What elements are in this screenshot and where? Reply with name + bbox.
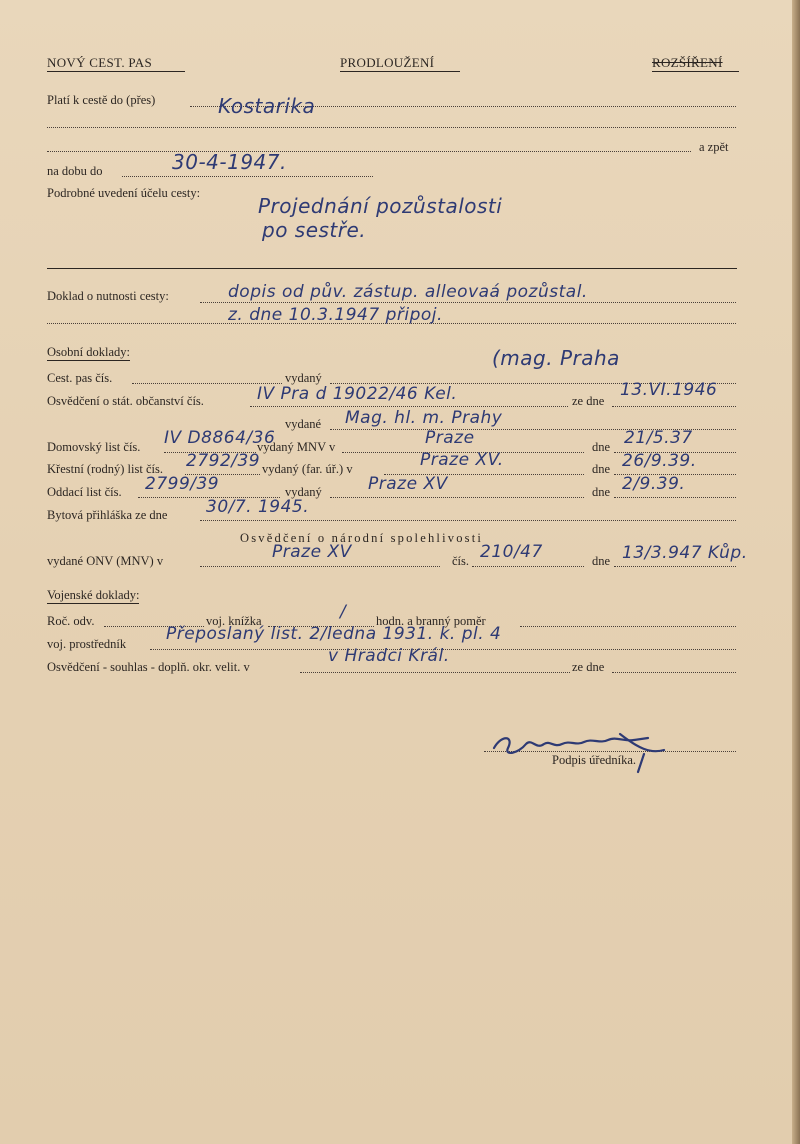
label-krestni: Křestní (rodný) list čís. xyxy=(47,462,163,476)
label-vydany-far: vydaný (far. úř.) v xyxy=(262,462,353,476)
hw-voj-prostrednik: Přeposlaný list. 2/ledna 1931. k. pl. 4 xyxy=(166,624,502,644)
dotted-line xyxy=(47,151,691,152)
hw-krestni-place: Praze XV. xyxy=(420,450,504,470)
label-dne: dne xyxy=(592,462,611,476)
hw-bytova-date: 30/7. 1945. xyxy=(206,497,310,517)
hw-obc-date: 13.VI.1946 xyxy=(620,380,718,400)
hw-purpose-line2: po sestře. xyxy=(262,218,367,242)
label-a-zpet: a zpět xyxy=(699,140,729,154)
hw-domovsky-date: 21/5.37 xyxy=(624,428,693,448)
label-cis: čís. xyxy=(452,554,470,568)
label-osvedceni-narodni: Osvědčení o národní spolehlivosti xyxy=(240,531,484,545)
dotted-line xyxy=(330,497,584,498)
label-vydane: vydané xyxy=(285,417,322,431)
hw-voj-prostrednik-2: v Hradci Král. xyxy=(328,646,450,666)
hw-knizka-dash: / xyxy=(340,602,347,622)
label-podpis: Podpis úředníka. xyxy=(552,753,637,767)
hw-purpose-line1: Projednání pozůstalosti xyxy=(258,194,503,218)
dotted-line xyxy=(250,406,568,407)
hw-oddaci-place: Praze XV xyxy=(368,474,448,494)
label-ze-dne: ze dne xyxy=(572,660,605,674)
label-ze-dne: ze dne xyxy=(572,394,605,408)
hw-pas-issuer: (mag. Praha xyxy=(492,346,620,370)
dotted-line xyxy=(300,672,570,673)
label-voj-prostrednik: voj. prostředník xyxy=(47,637,127,651)
dotted-line xyxy=(200,302,736,303)
label-vydane-onv: vydané ONV (MNV) v xyxy=(47,554,164,568)
label-vydany: vydaný xyxy=(285,371,322,385)
dotted-line xyxy=(200,566,440,567)
hw-krestni-date: 26/9.39. xyxy=(622,451,697,471)
label-ucel: Podrobné uvedení účelu cesty: xyxy=(47,186,201,200)
dotted-line xyxy=(472,566,584,567)
label-na-dobu: na dobu do xyxy=(47,164,103,178)
hw-krestni-no: 2792/39 xyxy=(186,451,261,471)
label-osvedceni-souhlas: Osvědčení - souhlas - doplň. okr. velit. v xyxy=(47,660,250,674)
dotted-line xyxy=(614,497,736,498)
label-oddaci: Oddací list čís. xyxy=(47,485,122,499)
hw-oddaci-no: 2799/39 xyxy=(145,474,220,494)
hw-domovsky-no: IV D8864/36 xyxy=(164,428,276,448)
hw-doklad-line2: z. dne 10.3.1947 připoj. xyxy=(228,305,443,325)
header-rozsireni: ROZŠÍŘENÍ xyxy=(652,56,739,72)
label-doklad: Doklad o nutnosti cesty: xyxy=(47,289,169,303)
dotted-line xyxy=(520,626,736,627)
hw-obc-number: IV Pra d 19022/46 Kel. xyxy=(257,384,458,404)
dotted-line xyxy=(200,520,736,521)
dotted-line xyxy=(614,566,736,567)
section-rule xyxy=(47,268,737,269)
dotted-line xyxy=(612,672,736,673)
label-vydany: vydaný xyxy=(285,485,322,499)
page-binding-edge xyxy=(792,0,800,1144)
hw-date-until: 30-4-1947. xyxy=(172,150,287,174)
label-roc-odv: Roč. odv. xyxy=(47,614,95,628)
label-plati: Platí k cestě do (přes) xyxy=(47,93,156,107)
hw-domovsky-place: Praze xyxy=(425,428,475,448)
hw-oddaci-date: 2/9.39. xyxy=(622,474,686,494)
hw-obc-vydane: Mag. hl. m. Prahy xyxy=(345,408,503,428)
header-novy-pas: NOVÝ CEST. PAS xyxy=(47,56,185,72)
label-vydany-mnv: vydaný MNV v xyxy=(257,440,336,454)
dotted-line xyxy=(47,127,736,128)
label-osvedceni-obcanstvi: Osvědčení o stát. občanství čís. xyxy=(47,394,204,408)
label-cest-pas: Cest. pas čís. xyxy=(47,371,113,385)
section-osobni-doklady: Osobní doklady: xyxy=(47,345,130,359)
section-vojenske-doklady: Vojenské doklady: xyxy=(47,588,140,602)
label-voj-knizka: voj. knížka xyxy=(206,614,262,628)
label-hodn: hodn. a branný poměr xyxy=(376,614,486,628)
dotted-line xyxy=(122,176,373,177)
hw-onv-place: Praze XV xyxy=(272,542,352,562)
header-prodlouzeni: PRODLOUŽENÍ xyxy=(340,56,460,72)
label-bytova: Bytová přihláška ze dne xyxy=(47,508,168,522)
label-domovsky: Domovský list čís. xyxy=(47,440,141,454)
label-dne: dne xyxy=(592,485,611,499)
label-dne: dne xyxy=(592,440,611,454)
label-dne: dne xyxy=(592,554,611,568)
official-signature xyxy=(488,724,678,776)
hw-onv-no: 210/47 xyxy=(480,542,543,562)
hw-doklad-line1: dopis od pův. zástup. alleovaá pozůstal. xyxy=(228,282,588,302)
hw-destination: Kostarika xyxy=(218,94,316,118)
dotted-line xyxy=(612,406,736,407)
hw-onv-date: 13/3.947 Kůp. xyxy=(622,543,748,563)
